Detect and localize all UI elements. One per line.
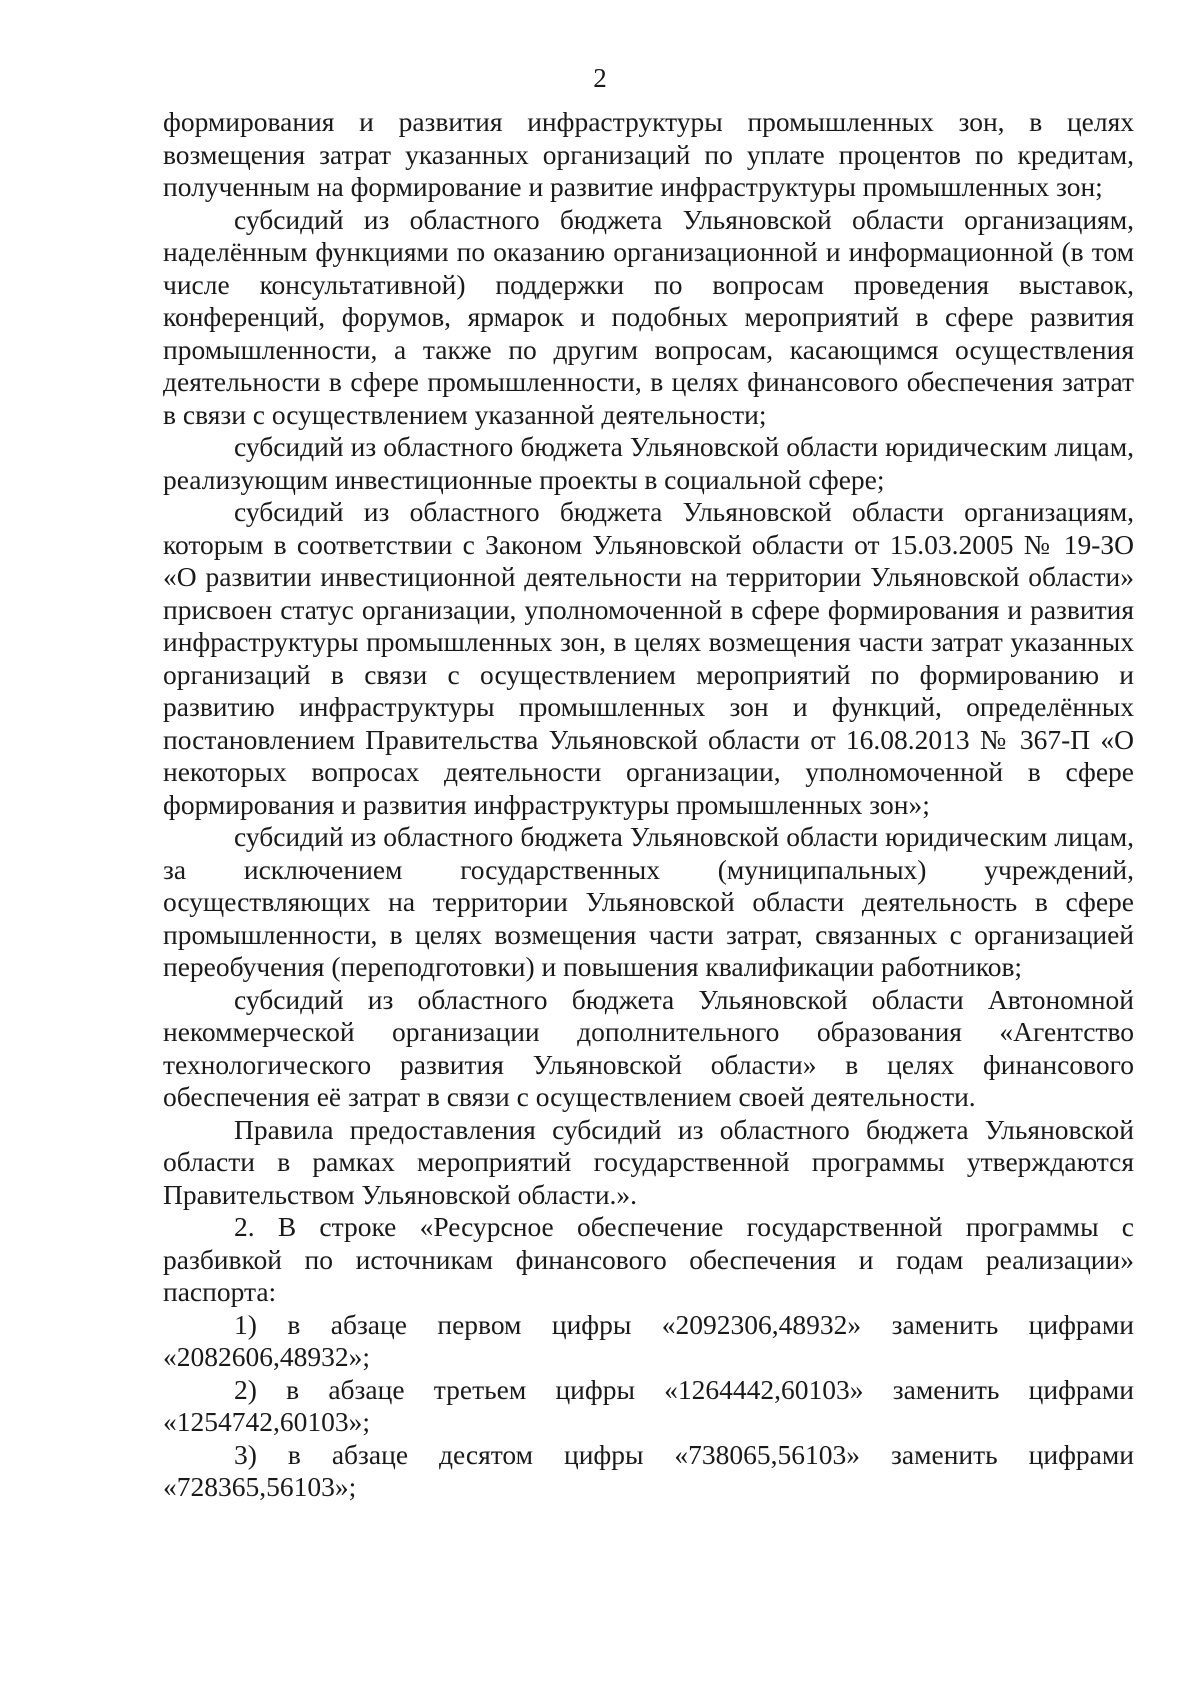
paragraph-subsidy-retraining: субсидий из областного бюджета Ульяновской области юридическим лицам, за исключением государственных (муниципальных) учреждений, осуществляющих на территории Ульяновской области деятельность в сфере промышленности, в целях возмещения части затрат, связанных с организацией переобучения (переподготовки) и повышения квалификации работников; bbox=[163, 821, 1134, 982]
paragraph-item-2: 2. В строке «Ресурсное обеспечение государственной программы с разбивкой по источникам финансового обеспечения и годам реализации» паспорта: bbox=[163, 1211, 1134, 1307]
paragraph-subsidy-industrial-zones: субсидий из областного бюджета Ульяновской области организациям, которым в соответствии с Законом Ульяновской области от 15.03.2005 № 19-ЗО «О развитии инвестиционной деятельности на территории Ульяновской области» присвоен статус организации, уполномоченной в сфере формирования и развития инфраструктуры промышленных зон, в целях возмещения части затрат указанных организаций в связи с осуществлением мероприятий по формированию и развитию инфраструктуры промышленных зон и функций, определённых постановлением Правительства Ульяновской области от 16.08.2013 № 367-П «О некоторых вопросах деятельности организации, уполномоченной в сфере формирования и развития инфраструктуры промышленных зон»; bbox=[163, 496, 1134, 820]
paragraph-subitem-3: 3) в абзаце десятом цифры «738065,56103» заменить цифрами «728365,56103»; bbox=[163, 1438, 1134, 1502]
paragraph-subsidy-tech-agency: субсидий из областного бюджета Ульяновской области Автономной некоммерческой организации дополнительного образования «Агентство технологического развития Ульяновской области» в целях финансового обеспечения её затрат в связи с осуществлением своей деятельности. bbox=[163, 983, 1134, 1112]
paragraph-subitem-1: 1) в абзаце первом цифры «2092306,48932» заменить цифрами «2082606,48932»; bbox=[163, 1308, 1134, 1372]
paragraph-subsidy-info-support: субсидий из областного бюджета Ульяновской области организациям, наделённым функциями по оказанию организационной и информационной (в том числе консультативной) поддержки по вопросам проведения выставок, конференций, форумов, ярмарок и подобных мероприятий в сфере развития промышленности, а также по другим вопросам, касающимся осуществления деятельности в сфере промышленности, в целях финансового обеспечения затрат в связи с осуществлением указанной деятельности; bbox=[163, 203, 1134, 430]
paragraph-continuation: формирования и развития инфраструктуры промышленных зон, в целях возмещения затрат указанных организаций по уплате процентов по кредитам, полученным на формирование и развитие инфраструктуры промышленных зон; bbox=[163, 106, 1134, 202]
document-body bbox=[163, 106, 1134, 1504]
paragraph-subsidy-social-projects: субсидий из областного бюджета Ульяновской области юридическим лицам, реализующим инвестиционные проекты в социальной сфере; bbox=[163, 431, 1134, 495]
paragraph-subsidy-rules: Правила предоставления субсидий из областного бюджета Ульяновской области в рамках мероприятий государственной программы утверждаются Правительством Ульяновской области.». bbox=[163, 1113, 1134, 1210]
page-number: 2 bbox=[593, 63, 607, 93]
paragraph-subitem-2: 2) в абзаце третьем цифры «1264442,60103» заменить цифрами «1254742,60103»; bbox=[163, 1373, 1134, 1437]
